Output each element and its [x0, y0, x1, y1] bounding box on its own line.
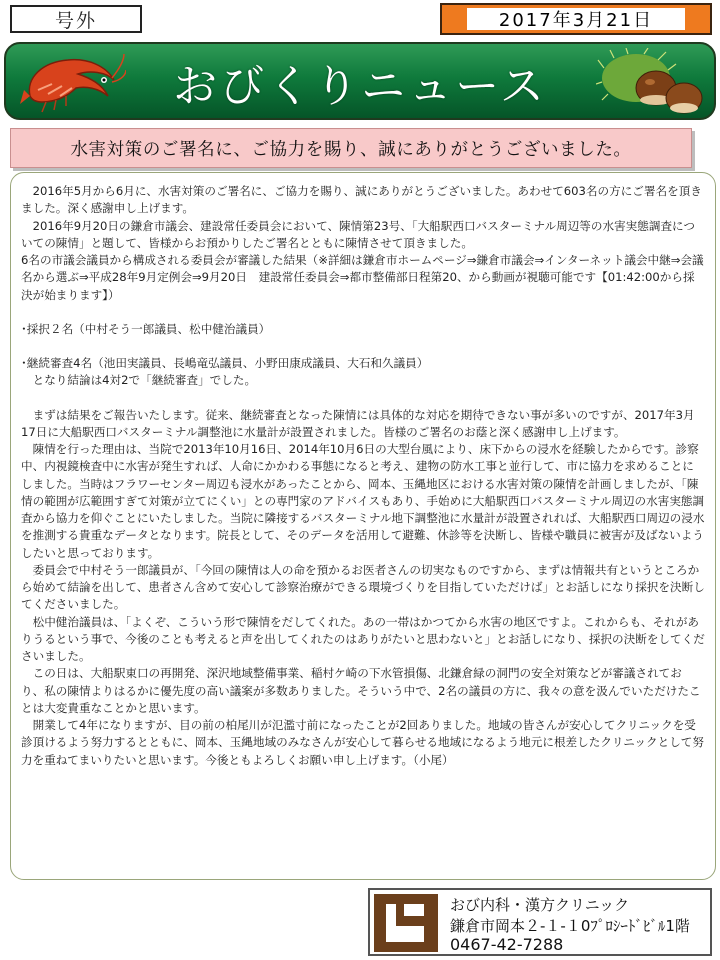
chestnuts-icon [596, 48, 706, 118]
paragraph: となり結論は4対2で「継続審査」でした。 [21, 373, 257, 388]
title-banner [4, 42, 716, 120]
paragraph: 陳情を行った理由は、当院で2013年10月16日、2014年10月6日の大型台風により、床下からの浸水を経験したからです。診察中、内視鏡検査中に水害が発生すれば、人命にかかわる事態になると考え、建物の防水工事と並行して、市に協力を求めることにしました。当時はフラワーセンター周辺も浸水があったことから、岡本、玉縄地区における水害対策の陳情を計画しましたが、「陳情の範囲が広範囲すぎて対策が立てにくい」との専門家のアドバイスもあり、手始めに大船駅西口バスターミナル周辺の水害実態調査から協力を仰ぐことにいたしました。当院に隣接するバスターミナル地下調整池に水量計が設置されれば、大船駅西口周辺の浸水を推測する貴重なデータとなります。院長として、そのデータを活用して避難、休診等を決断し、皆様や職員に被害が及ばないようしたいと思っております。 [21, 442, 705, 560]
newsletter-title: おびくりニュース [173, 61, 547, 112]
clinic-name: おび内科・漢方クリニック [450, 896, 630, 914]
issue-date: 2017年3月21日 [467, 8, 685, 30]
clinic-address: 鎌倉市岡本２-１-１0ﾌﾟﾛｼｰﾄﾞﾋﾞﾙ1階 [450, 917, 690, 935]
subtitle-bar: 水害対策のご署名に、ご協力を賜り、誠にありがとうございました。 [10, 128, 692, 168]
paragraph: 松中健治議員は、「よくぞ、こういう形で陳情をだしてくれた。あの一帯はかつてから水害の地区ですよ。これからも、それがありうるという事で、今後のことも考えると声を出してくれたのはありがたいと思わないと」とお話しになり、採択の決断をしてくださいました。 [21, 614, 705, 663]
clinic-footer [368, 888, 712, 956]
article-body [10, 172, 716, 880]
spacer [21, 390, 705, 407]
paragraph: この日は、大船駅東口の再開発、深沢地域整備事業、稲村ケ崎の下水管損傷、北鎌倉緑の洞門の安全対策などが審議されており、私の陳情よりはるかに優先度の高い議案が多数ありました。そういう中で、2名の議員の方に、我々の意を汲んでいただけたことは大変貴重なことかと思います。 [21, 666, 701, 715]
issue-label: 号外 [10, 5, 142, 33]
paragraph: 2016年9月20日の鎌倉市議会、建設常任委員会において、陳情第23号、「大船駅西口バスターミナル周辺等の水害実態調査についての陳情」と題して、皆様からお預かりしたご署名とともに陳情させて頂きました。 [21, 218, 696, 250]
paragraph: ･採択２名（中村そう一郎議員、松中健治議員） [21, 321, 271, 336]
spacer [21, 304, 705, 321]
paragraph: まずは結果をご報告いたします。従来、継続審査となった陳情には具体的な対応を期待できない事が多いのですが、2017年3月17日に大船駅西口バスターミナル調整池に水量計が設置されました。皆様のご署名のお蔭と深く感謝申し上げます。 [21, 407, 695, 439]
clinic-logo-icon [374, 894, 438, 952]
paragraph: 開業して4年になりますが、目の前の柏尾川が氾濫寸前になったことが2回ありました。地域の皆さんが安心してクリニックを受診頂けるよう努力するとともに、岡本、玉縄地域のみなさんが安心して暮らせる地域になるよう地元に根差したクリニックとして努力を重ねてまいりたいと思います。今後ともよろしくお願い申し上げます。（小尾） [21, 718, 704, 767]
paragraph: 委員会で中村そう一郎議員が、「今回の陳情は人の命を預かるお医者さんの切実なものですから、まずは情報共有というところから始めて結論を出して、患者さん含めて安心して診察治療ができる環境づくりを目指していただけば」とお話しになり採択を決断してくださいました。 [21, 562, 705, 612]
paragraph: ･継続審査4名（池田実議員、長嶋竜弘議員、小野田康成議員、大石和久議員） [21, 356, 429, 370]
spacer [21, 338, 705, 355]
paragraph: 6名の市議会議員から構成される委員会が審議した結果（※詳細は鎌倉市ホームページ⇒鎌倉市議会⇒インターネット議会中継⇒会議名から選ぶ⇒平成28年9月定例会⇒9月20日 建設常任委員会⇒都市整備部日程第20、から動画が視聴可能です【01:42:00から採決が始まります】） [21, 253, 704, 302]
paragraph: 2016年5月から6月に、水害対策のご署名に、ご協力を賜り、誠にありがとうございました。あわせて603名の方にご署名を頂きました。深く感謝申し上げます。 [21, 184, 702, 216]
date-box [440, 3, 712, 35]
clinic-phone: 0467-42-7288 [450, 935, 564, 954]
